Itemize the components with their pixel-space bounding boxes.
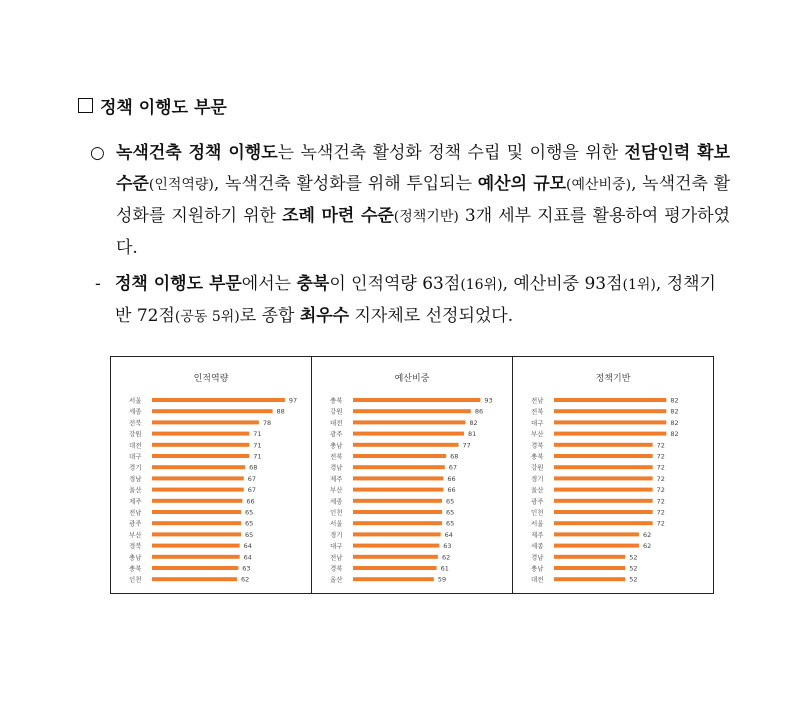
chart-panel [111, 357, 312, 593]
bar [152, 454, 249, 458]
bar [554, 454, 653, 458]
value-label: 72 [656, 486, 665, 495]
category-label: 충남 [531, 564, 544, 573]
bar [152, 577, 237, 581]
bar [353, 465, 445, 469]
bar [554, 555, 625, 559]
category-label: 충북 [330, 396, 343, 405]
category-label: 울산 [531, 486, 544, 495]
bar [152, 465, 245, 469]
checkbox-square-icon [78, 98, 93, 113]
value-label: 71 [253, 430, 262, 439]
policy-implementation-charts [110, 356, 714, 594]
category-label: 부산 [129, 530, 142, 539]
value-label: 72 [656, 452, 665, 461]
value-label: 52 [629, 553, 638, 562]
bar [554, 577, 625, 581]
category-label: 광주 [531, 497, 544, 506]
bold-phrase: 전담인력 확보 수준 [116, 143, 731, 194]
text-run: 는 녹색건축 활성화 정책 수립 및 이행을 위한 [277, 143, 625, 163]
value-label: 68 [450, 452, 459, 461]
text-run: 에서는 [241, 274, 297, 294]
circle-bullet: ○ [90, 143, 105, 163]
text-run: (16위) [460, 277, 503, 293]
bar [554, 521, 653, 525]
value-label: 67 [448, 463, 458, 472]
value-label: 67 [247, 486, 257, 495]
bar [152, 488, 244, 492]
category-label: 광주 [330, 430, 343, 439]
category-label: 강원 [330, 407, 343, 416]
category-label: 대전 [531, 575, 544, 584]
bar [353, 577, 434, 581]
bar [353, 499, 442, 503]
value-label: 77 [462, 441, 471, 450]
category-label: 충남 [129, 553, 142, 562]
category-label: 인천 [531, 508, 544, 517]
value-label: 82 [670, 407, 679, 416]
text-run: , 녹색건축 활성화를 지원하기 위한 [116, 174, 730, 226]
bar [353, 443, 458, 447]
bold-phrase: 녹색건축 정책 이행도 [116, 143, 278, 163]
paragraph-result-summary [95, 269, 725, 333]
bar [152, 443, 249, 447]
bar [353, 555, 438, 559]
bar [353, 544, 439, 548]
text-run: , 정책기반 72점 [115, 274, 716, 326]
value-label: 97 [288, 396, 298, 405]
value-label: 82 [469, 418, 478, 427]
bar-chart-human-resources [111, 357, 312, 593]
category-label: 충남 [330, 441, 343, 450]
bar-chart-policy-base [513, 357, 714, 593]
value-label: 72 [656, 519, 665, 528]
value-label: 62 [441, 553, 451, 562]
category-label: 경북 [129, 542, 142, 551]
category-label: 전북 [129, 418, 142, 427]
bar [353, 566, 437, 570]
value-label: 72 [656, 508, 665, 517]
value-label: 66 [447, 486, 456, 495]
value-label: 65 [446, 519, 455, 528]
category-label: 강원 [129, 430, 142, 439]
chart-panel [312, 357, 513, 593]
text-run: 3개 세부 지표를 활용하여 평가하였다. [116, 206, 730, 258]
bar [152, 510, 241, 514]
bar [152, 555, 240, 559]
bar [353, 454, 446, 458]
category-label: 대구 [129, 452, 142, 461]
value-label: 62 [642, 542, 652, 551]
bar [554, 566, 625, 570]
category-label: 인천 [330, 508, 343, 517]
chart-title: 예산비중 [394, 374, 430, 384]
category-label: 전북 [531, 407, 544, 416]
paragraph-indicator-description [90, 138, 730, 264]
text-run: (1위) [622, 277, 656, 293]
value-label: 63 [242, 564, 251, 573]
category-label: 전북 [330, 452, 343, 461]
bar [353, 420, 465, 424]
text-run: , 녹색건축 활성화를 위해 투입되는 [213, 174, 478, 194]
paragraph-body [116, 138, 730, 264]
category-label: 전남 [531, 396, 544, 405]
bar [353, 510, 442, 514]
value-label: 61 [440, 564, 449, 573]
category-label: 강원 [531, 463, 544, 472]
bold-phrase: 충북 [296, 274, 330, 294]
bar [152, 409, 273, 413]
section-heading-text: 정책 이행도 부문 [100, 98, 227, 118]
bar [353, 432, 464, 436]
value-label: 63 [443, 542, 452, 551]
value-label: 52 [629, 564, 638, 573]
bar [152, 398, 285, 402]
category-label: 부산 [531, 430, 544, 439]
category-label: 충북 [129, 564, 142, 573]
value-label: 65 [446, 508, 455, 517]
bar [152, 476, 244, 480]
category-label: 경남 [129, 474, 142, 483]
text-run: , 예산비중 93점 [502, 274, 623, 294]
category-label: 대구 [531, 418, 544, 427]
value-label: 82 [670, 396, 679, 405]
value-label: 67 [247, 474, 257, 483]
chart-panel [513, 357, 713, 593]
value-label: 52 [629, 575, 638, 584]
category-label: 충북 [531, 452, 544, 461]
bold-phrase: 최우수 [299, 306, 350, 326]
category-label: 부산 [330, 486, 343, 495]
category-label: 전남 [129, 508, 142, 517]
bar [152, 521, 241, 525]
section-heading [78, 93, 227, 118]
value-label: 62 [240, 575, 250, 584]
bar [554, 544, 639, 548]
text-run: 이 인적역량 63점 [329, 274, 461, 294]
category-label: 울산 [330, 575, 343, 584]
bar [554, 488, 653, 492]
value-label: 72 [656, 441, 665, 450]
category-label: 경기 [531, 474, 544, 483]
bold-phrase: 정책 이행도 부문 [115, 274, 242, 294]
category-label: 대전 [129, 441, 142, 450]
value-label: 59 [437, 575, 447, 584]
value-label: 71 [253, 441, 262, 450]
bar [353, 488, 443, 492]
bold-phrase: 조례 마련 수준 [282, 206, 394, 226]
value-label: 82 [670, 430, 679, 439]
value-label: 81 [467, 430, 477, 439]
bar [554, 409, 666, 413]
category-label: 경북 [531, 441, 544, 450]
bar [554, 476, 653, 480]
category-label: 전남 [330, 553, 343, 562]
category-label: 제주 [330, 474, 343, 483]
text-run: (인적역량) [148, 177, 214, 193]
category-label: 광주 [129, 519, 142, 528]
value-label: 64 [243, 553, 252, 562]
value-label: 72 [656, 463, 665, 472]
bar [554, 398, 666, 402]
value-label: 62 [642, 530, 652, 539]
value-label: 86 [474, 407, 484, 416]
value-label: 93 [484, 396, 493, 405]
category-label: 제주 [531, 530, 544, 539]
bar-chart-budget-share [312, 357, 513, 593]
paragraph-body [115, 269, 725, 333]
category-label: 세종 [330, 497, 343, 506]
text-run: 로 종합 [239, 306, 300, 326]
category-label: 경기 [129, 463, 142, 472]
bar [152, 532, 241, 536]
category-label: 인천 [129, 575, 142, 584]
text-run: (정책기반) [393, 209, 459, 225]
category-label: 경기 [330, 530, 343, 539]
value-label: 65 [245, 530, 254, 539]
text-run: (예산비중) [566, 177, 632, 193]
bar [554, 443, 653, 447]
chart-title: 인적역량 [193, 374, 229, 384]
bar [152, 566, 238, 570]
value-label: 72 [656, 474, 665, 483]
bar [353, 521, 442, 525]
category-label: 서울 [129, 396, 142, 405]
bar [554, 420, 666, 424]
bar [353, 532, 441, 536]
category-label: 울산 [129, 486, 142, 495]
category-label: 경남 [330, 463, 343, 472]
bar [554, 510, 653, 514]
chart-title: 정책기반 [595, 374, 631, 384]
value-label: 78 [262, 418, 272, 427]
category-label: 제주 [129, 497, 142, 506]
category-label: 세종 [531, 542, 544, 551]
value-label: 65 [446, 497, 455, 506]
bar [353, 476, 443, 480]
category-label: 대전 [330, 418, 343, 427]
bar [554, 499, 653, 503]
value-label: 64 [444, 530, 453, 539]
value-label: 88 [276, 407, 285, 416]
value-label: 65 [245, 508, 254, 517]
category-label: 경남 [531, 553, 544, 562]
value-label: 72 [656, 497, 665, 506]
category-label: 서울 [330, 519, 343, 528]
category-label: 경북 [330, 564, 343, 573]
value-label: 66 [246, 497, 255, 506]
bar [353, 409, 471, 413]
dash-bullet: - [95, 274, 101, 294]
value-label: 68 [249, 463, 258, 472]
value-label: 65 [245, 519, 254, 528]
category-label: 서울 [531, 519, 544, 528]
bar [554, 532, 639, 536]
value-label: 64 [243, 542, 252, 551]
bar [554, 432, 666, 436]
text-run: 지자체로 선정되었다. [349, 306, 514, 326]
bar [152, 432, 249, 436]
category-label: 세종 [129, 407, 142, 416]
value-label: 71 [253, 452, 262, 461]
bar [152, 544, 240, 548]
bar [353, 398, 480, 402]
value-label: 82 [670, 418, 679, 427]
bar [554, 465, 653, 469]
value-label: 66 [447, 474, 456, 483]
bar [152, 499, 242, 503]
bar [152, 420, 259, 424]
bold-phrase: 예산의 규모 [477, 174, 567, 194]
category-label: 대구 [330, 542, 343, 551]
text-run: (공동 5위) [174, 309, 240, 325]
